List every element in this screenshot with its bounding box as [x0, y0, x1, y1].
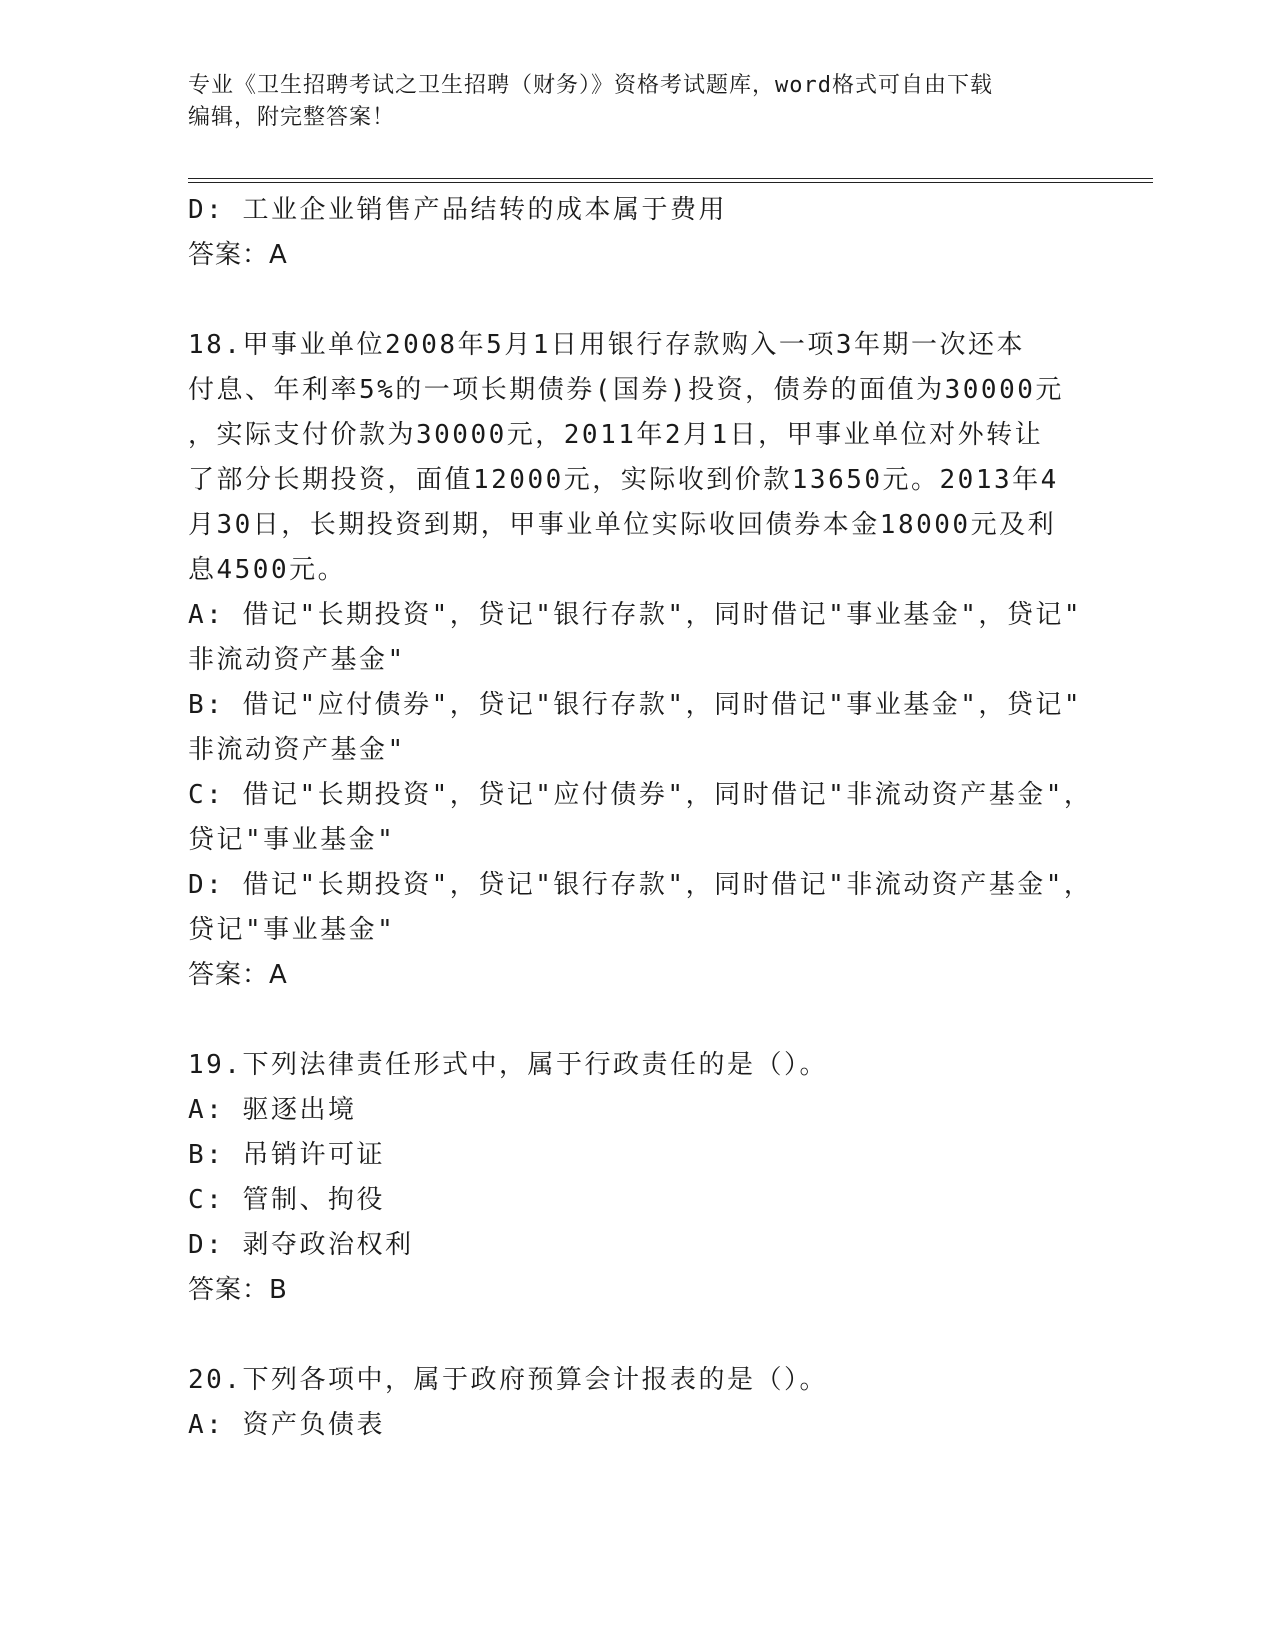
question-stem-line: ，实际支付价款为30000元，2011年2月1日，甲事业单位对外转让: [188, 420, 1044, 450]
spacer: [188, 1313, 1088, 1358]
answer-line: 答案：A: [188, 960, 288, 990]
option-c-cont: 贷记"事业基金": [188, 825, 396, 855]
question-stem-line: 月30日，长期投资到期，甲事业单位实际收回债券本金18000元及利: [188, 510, 1057, 540]
header-line-2: 编辑，附完整答案！: [188, 105, 396, 130]
spacer: [188, 998, 1088, 1043]
option-d-cont: 贷记"事业基金": [188, 915, 396, 945]
document-header: [188, 70, 1088, 134]
option-a-cont: 非流动资产基金": [188, 645, 406, 675]
header-line-1: 专业《卫生招聘考试之卫生招聘（财务）》资格考试题库，word格式可自由下载: [188, 73, 993, 98]
question-18: [188, 323, 1093, 998]
option-c: C: 管制、拘役: [188, 1185, 385, 1215]
question-stem-line: 19.下列法律责任形式中，属于行政责任的是（）。: [188, 1050, 828, 1080]
question-stem-line: 20.下列各项中，属于政府预算会计报表的是（）。: [188, 1365, 828, 1395]
option-a: A: 借记"长期投资"，贷记"银行存款"，同时借记"事业基金"，贷记": [188, 600, 1083, 630]
option-b: B: 吊销许可证: [188, 1140, 385, 1170]
question-stem-line: 付息、年利率5%的一项长期债券(国券)投资，债券的面值为30000元: [188, 375, 1064, 405]
option-b: B: 借记"应付债券"，贷记"银行存款"，同时借记"事业基金"，贷记": [188, 690, 1083, 720]
option-d: D: 剥夺政治权利: [188, 1230, 414, 1260]
question-stem-line: 了部分长期投资，面值12000元，实际收到价款13650元。2013年4: [188, 465, 1059, 495]
answer-line: 答案：A: [188, 240, 288, 270]
option-a: A: 驱逐出境: [188, 1095, 357, 1125]
prev-question: [188, 188, 1088, 278]
header-divider: [188, 178, 1153, 183]
question-20: [188, 1358, 1088, 1448]
option-d: D: 工业企业销售产品结转的成本属于费用: [188, 195, 727, 225]
option-b-cont: 非流动资产基金": [188, 735, 406, 765]
question-stem-line: 18.甲事业单位2008年5月1日用银行存款购入一项3年期一次还本: [188, 330, 1026, 360]
answer-line: 答案：B: [188, 1275, 288, 1305]
option-a: A: 资产负债表: [188, 1410, 385, 1440]
question-stem-line: 息4500元。: [188, 555, 347, 585]
spacer: [188, 278, 1088, 323]
option-d: D: 借记"长期投资"，贷记"银行存款"，同时借记"非流动资产基金"，: [188, 870, 1093, 900]
option-c: C: 借记"长期投资"，贷记"应付债券"，同时借记"非流动资产基金"，: [188, 780, 1093, 810]
question-19: [188, 1043, 1088, 1313]
question-content: [188, 188, 1093, 1448]
